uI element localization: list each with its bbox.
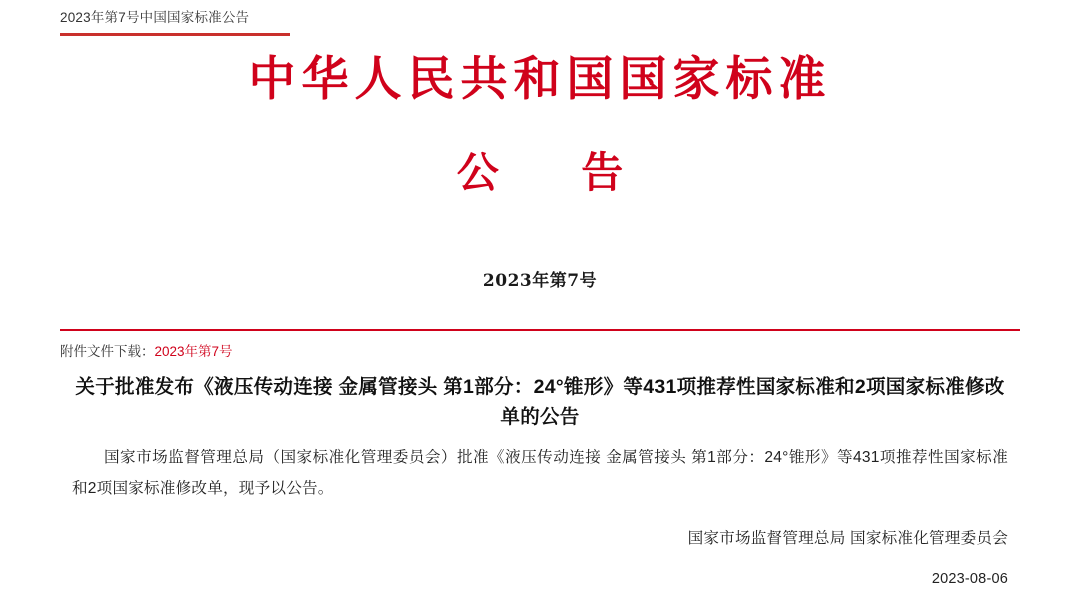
breadcrumb	[0, 0, 1080, 36]
attachment-row	[60, 340, 233, 360]
attachment-label: 附件文件下载：	[60, 344, 155, 359]
tab-current-announcement[interactable]: 2023年第7号中国国家标准公告	[60, 10, 250, 25]
red-divider	[60, 329, 1020, 331]
issue-number: 2023年第7号	[482, 271, 598, 291]
page-title: 中华人民共和国国家标准	[248, 52, 832, 107]
document-title: 关于批准发布《液压传动连接 金属管接头 第1部分：24°锥形》等431项推荐性国家标准和2项国家标准修改单的公告	[75, 376, 1005, 429]
document-date: 2023-08-06	[931, 571, 1008, 587]
tab-active-underline	[60, 33, 290, 36]
document-signature: 国家市场监督管理总局 国家标准化管理委员会	[687, 530, 1008, 547]
page-subtitle: 公 告	[456, 148, 658, 197]
attachment-download-link[interactable]: 2023年第7号	[154, 344, 233, 359]
document-paragraph: 国家市场监督管理总局（国家标准化管理委员会）批准《液压传动连接 金属管接头 第1部分：24°锥形》等431项推荐性国家标准和2项国家标准修改单，现予以公告。	[72, 449, 1008, 498]
